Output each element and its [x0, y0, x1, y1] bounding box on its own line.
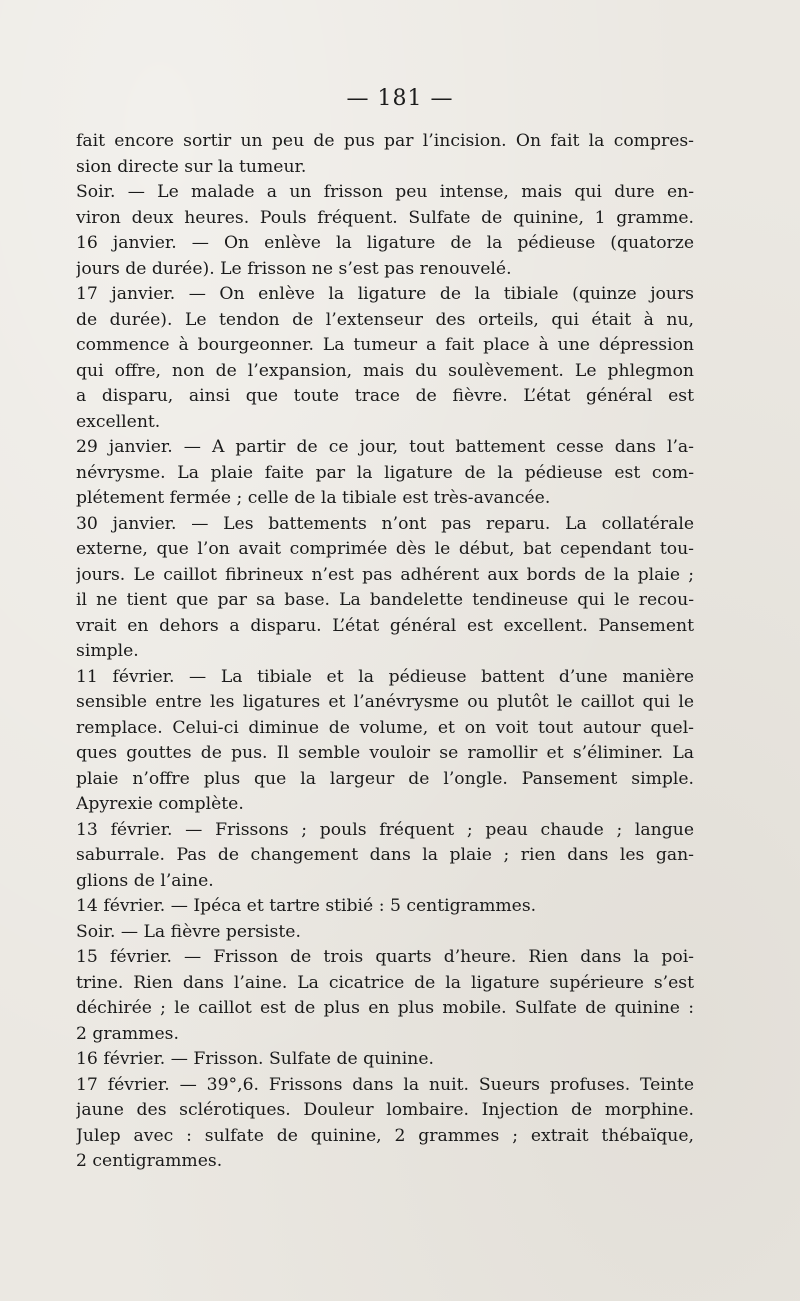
- text-line: sion directe sur la tumeur.: [76, 156, 307, 177]
- text-line: 16 février. — Frisson. Sulfate de quinine.: [76, 1049, 434, 1069]
- text-line: vrait en dehors a disparu. L’état général est excellent. Pansement: [76, 615, 694, 636]
- text-line: viron deux heures. Pouls fréquent. Sulfate de quinine, 1 gramme.: [76, 207, 694, 228]
- text-line: 2 centigrammes.: [76, 1151, 223, 1171]
- text-line: Julep avec : sulfate de quinine, 2 grammes ; extrait thébaïque,: [76, 1125, 694, 1146]
- text-line: Soir. — La fièvre persiste.: [76, 921, 301, 942]
- text-line: sensible entre les ligatures et l’anévrysme ou plutôt le caillot qui le: [76, 692, 694, 712]
- text-line: qui offre, non de l’expansion, mais du soulèvement. Le phlegmon: [76, 360, 694, 381]
- text-line: 15 février. — Frisson de trois quarts d’heure. Rien dans la poi-: [76, 947, 694, 967]
- text-line: 11 février. — La tibiale et la pédieuse battent d’une manière: [76, 666, 694, 687]
- text-line: saburrale. Pas de changement dans la plaie ; rien dans les gan-: [76, 845, 694, 865]
- text-line: jours. Le caillot fibrineux n’est pas adhérent aux bords de la plaie ;: [76, 564, 694, 585]
- text-line: 17 janvier. — On enlève la ligature de la tibiale (quinze jours: [76, 284, 694, 304]
- text-line: 13 février. — Frissons ; pouls fréquent ; peau chaude ; langue: [76, 819, 694, 840]
- text-line: 29 janvier. — A partir de ce jour, tout battement cesse dans l’a-: [76, 437, 694, 457]
- text-line: plaie n’offre plus que la largeur de l’ongle. Pansement simple.: [76, 768, 694, 789]
- text-line: simple.: [76, 641, 139, 661]
- text-line: névrysme. La plaie faite par la ligature de la pédieuse est com-: [76, 462, 694, 483]
- text-line: fait encore sortir un peu de pus par l’incision. On fait la compres-: [76, 131, 694, 151]
- text-line: déchirée ; le caillot est de plus en plus mobile. Sulfate de quinine :: [76, 998, 694, 1018]
- text-line: glions de l’aine.: [76, 870, 214, 891]
- text-line: 30 janvier. — Les battements n’ont pas reparu. La collatérale: [76, 513, 694, 534]
- text-line: jaune des sclérotiques. Douleur lombaire. Injection de morphine.: [76, 1100, 694, 1120]
- text-line: Apyrexie complète.: [76, 794, 244, 814]
- text-line: remplace. Celui-ci diminue de volume, et on voit tout autour quel-: [76, 717, 694, 738]
- text-line: commence à bourgeonner. La tumeur a fait place à une dépression: [76, 335, 694, 355]
- text-line: jours de durée). Le frisson ne s’est pas renouvelé.: [76, 258, 512, 279]
- text-line: 16 janvier. — On enlève la ligature de la pédieuse (quatorze: [76, 233, 694, 253]
- text-line: trine. Rien dans l’aine. La cicatrice de la ligature supérieure s’est: [76, 972, 694, 993]
- text-line: externe, que l’on avait comprimée dès le début, bat cependant tou-: [76, 539, 694, 559]
- text-line: il ne tient que par sa base. La bandelette tendineuse qui le recou-: [76, 590, 694, 610]
- text-line: a disparu, ainsi que toute trace de fièvre. L’état général est: [76, 386, 694, 406]
- text-line: ques gouttes de pus. Il semble vouloir se ramollir et s’éliminer. La: [76, 743, 694, 763]
- text-line: Soir. — Le malade a un frisson peu intense, mais qui dure en-: [76, 182, 694, 202]
- body-text: [76, 129, 694, 1175]
- text-line: de durée). Le tendon de l’extenseur des orteils, qui était à nu,: [76, 309, 694, 330]
- text-line: plétement fermée ; celle de la tibiale est très-avancée.: [76, 488, 551, 508]
- text-line: 14 février. — Ipéca et tartre stibié : 5 centigrammes.: [76, 896, 537, 916]
- page-number: — 181 —: [346, 86, 454, 111]
- text-line: 17 février. — 39°,6. Frissons dans la nuit. Sueurs profuses. Teinte: [76, 1074, 694, 1095]
- text-line: excellent.: [76, 411, 161, 432]
- text-line: 2 grammes.: [76, 1023, 179, 1044]
